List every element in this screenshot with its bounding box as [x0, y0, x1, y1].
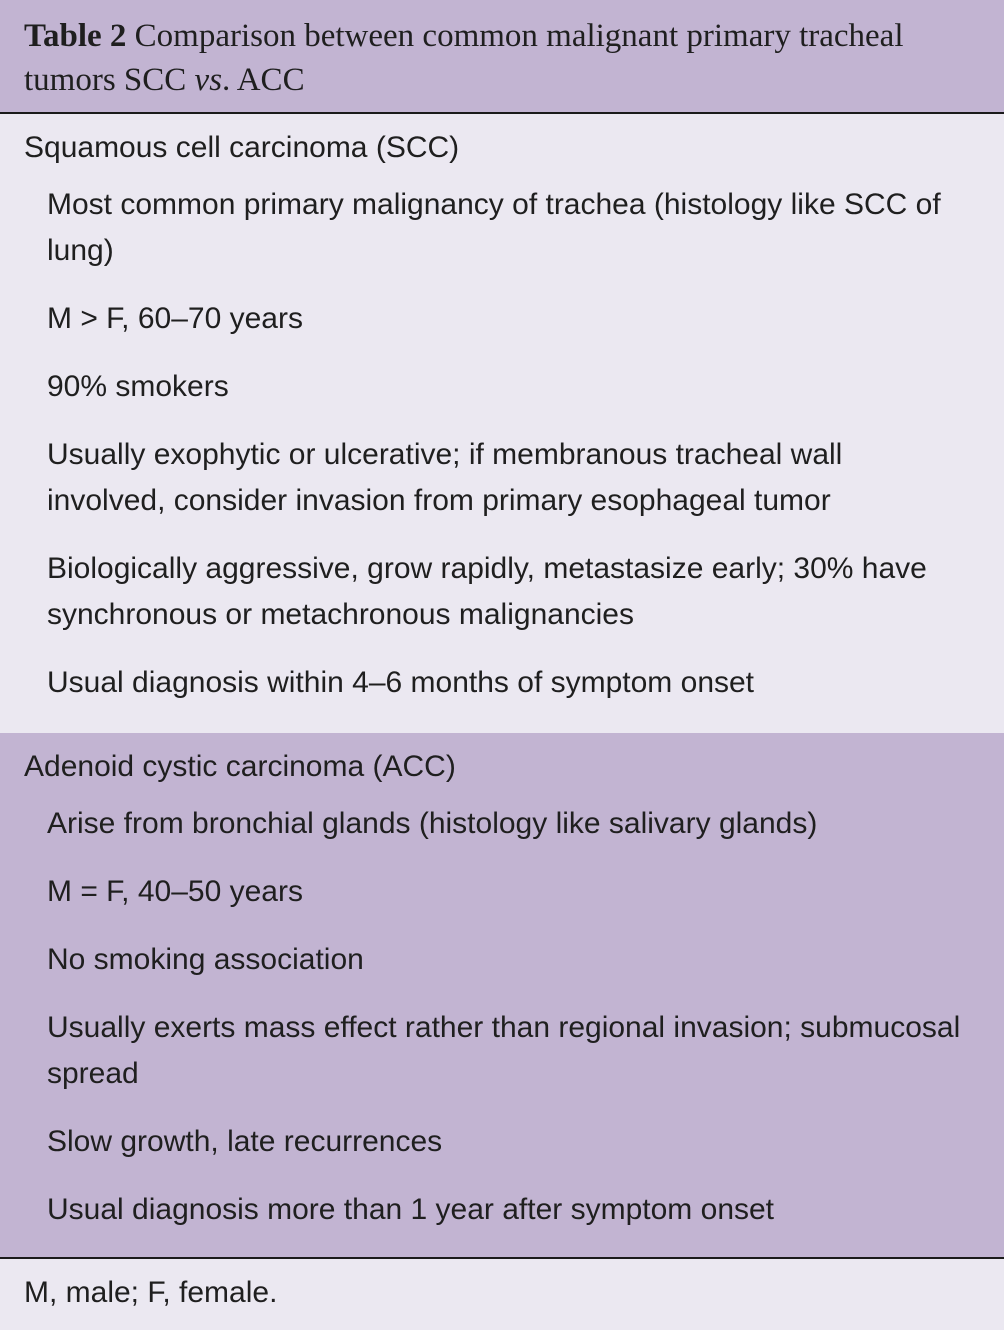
- table-caption: [0, 0, 1004, 114]
- list-item: M = F, 40–50 years: [47, 875, 303, 908]
- section-title: Adenoid cystic carcinoma (ACC): [24, 750, 456, 783]
- section-acc: [0, 733, 1004, 1259]
- caption-title-part2: . ACC: [222, 62, 305, 98]
- list-item: Usual diagnosis within 4–6 months of symptom onset: [47, 666, 755, 699]
- list-item: Most common primary malignancy of trachea (histology like SCC of lung): [47, 188, 941, 267]
- list-item: Slow growth, late recurrences: [47, 1125, 443, 1158]
- list-item: 90% smokers: [47, 370, 229, 403]
- list-item: M > F, 60–70 years: [47, 302, 303, 335]
- caption-title-part1: Comparison between common malignant primary tracheal tumors SCC: [24, 18, 904, 98]
- list-item: Arise from bronchial glands (histology like salivary glands): [47, 807, 818, 840]
- table-footnote: M, male; F, female.: [0, 1259, 1004, 1330]
- list-item: Biologically aggressive, grow rapidly, metastasize early; 30% have synchronous or metachronous malignancies: [47, 552, 927, 631]
- list-item: Usually exophytic or ulcerative; if membranous tracheal wall involved, consider invasion from primary esophageal tumor: [47, 438, 843, 517]
- section-scc: [0, 114, 1004, 733]
- caption-vs: vs: [194, 62, 223, 98]
- list-item: Usually exerts mass effect rather than regional invasion; submucosal spread: [47, 1011, 961, 1090]
- list-item: No smoking association: [47, 943, 364, 976]
- list-item: Usual diagnosis more than 1 year after symptom onset: [47, 1193, 775, 1226]
- section-title: Squamous cell carcinoma (SCC): [24, 131, 460, 164]
- table-number: Table 2: [24, 18, 127, 54]
